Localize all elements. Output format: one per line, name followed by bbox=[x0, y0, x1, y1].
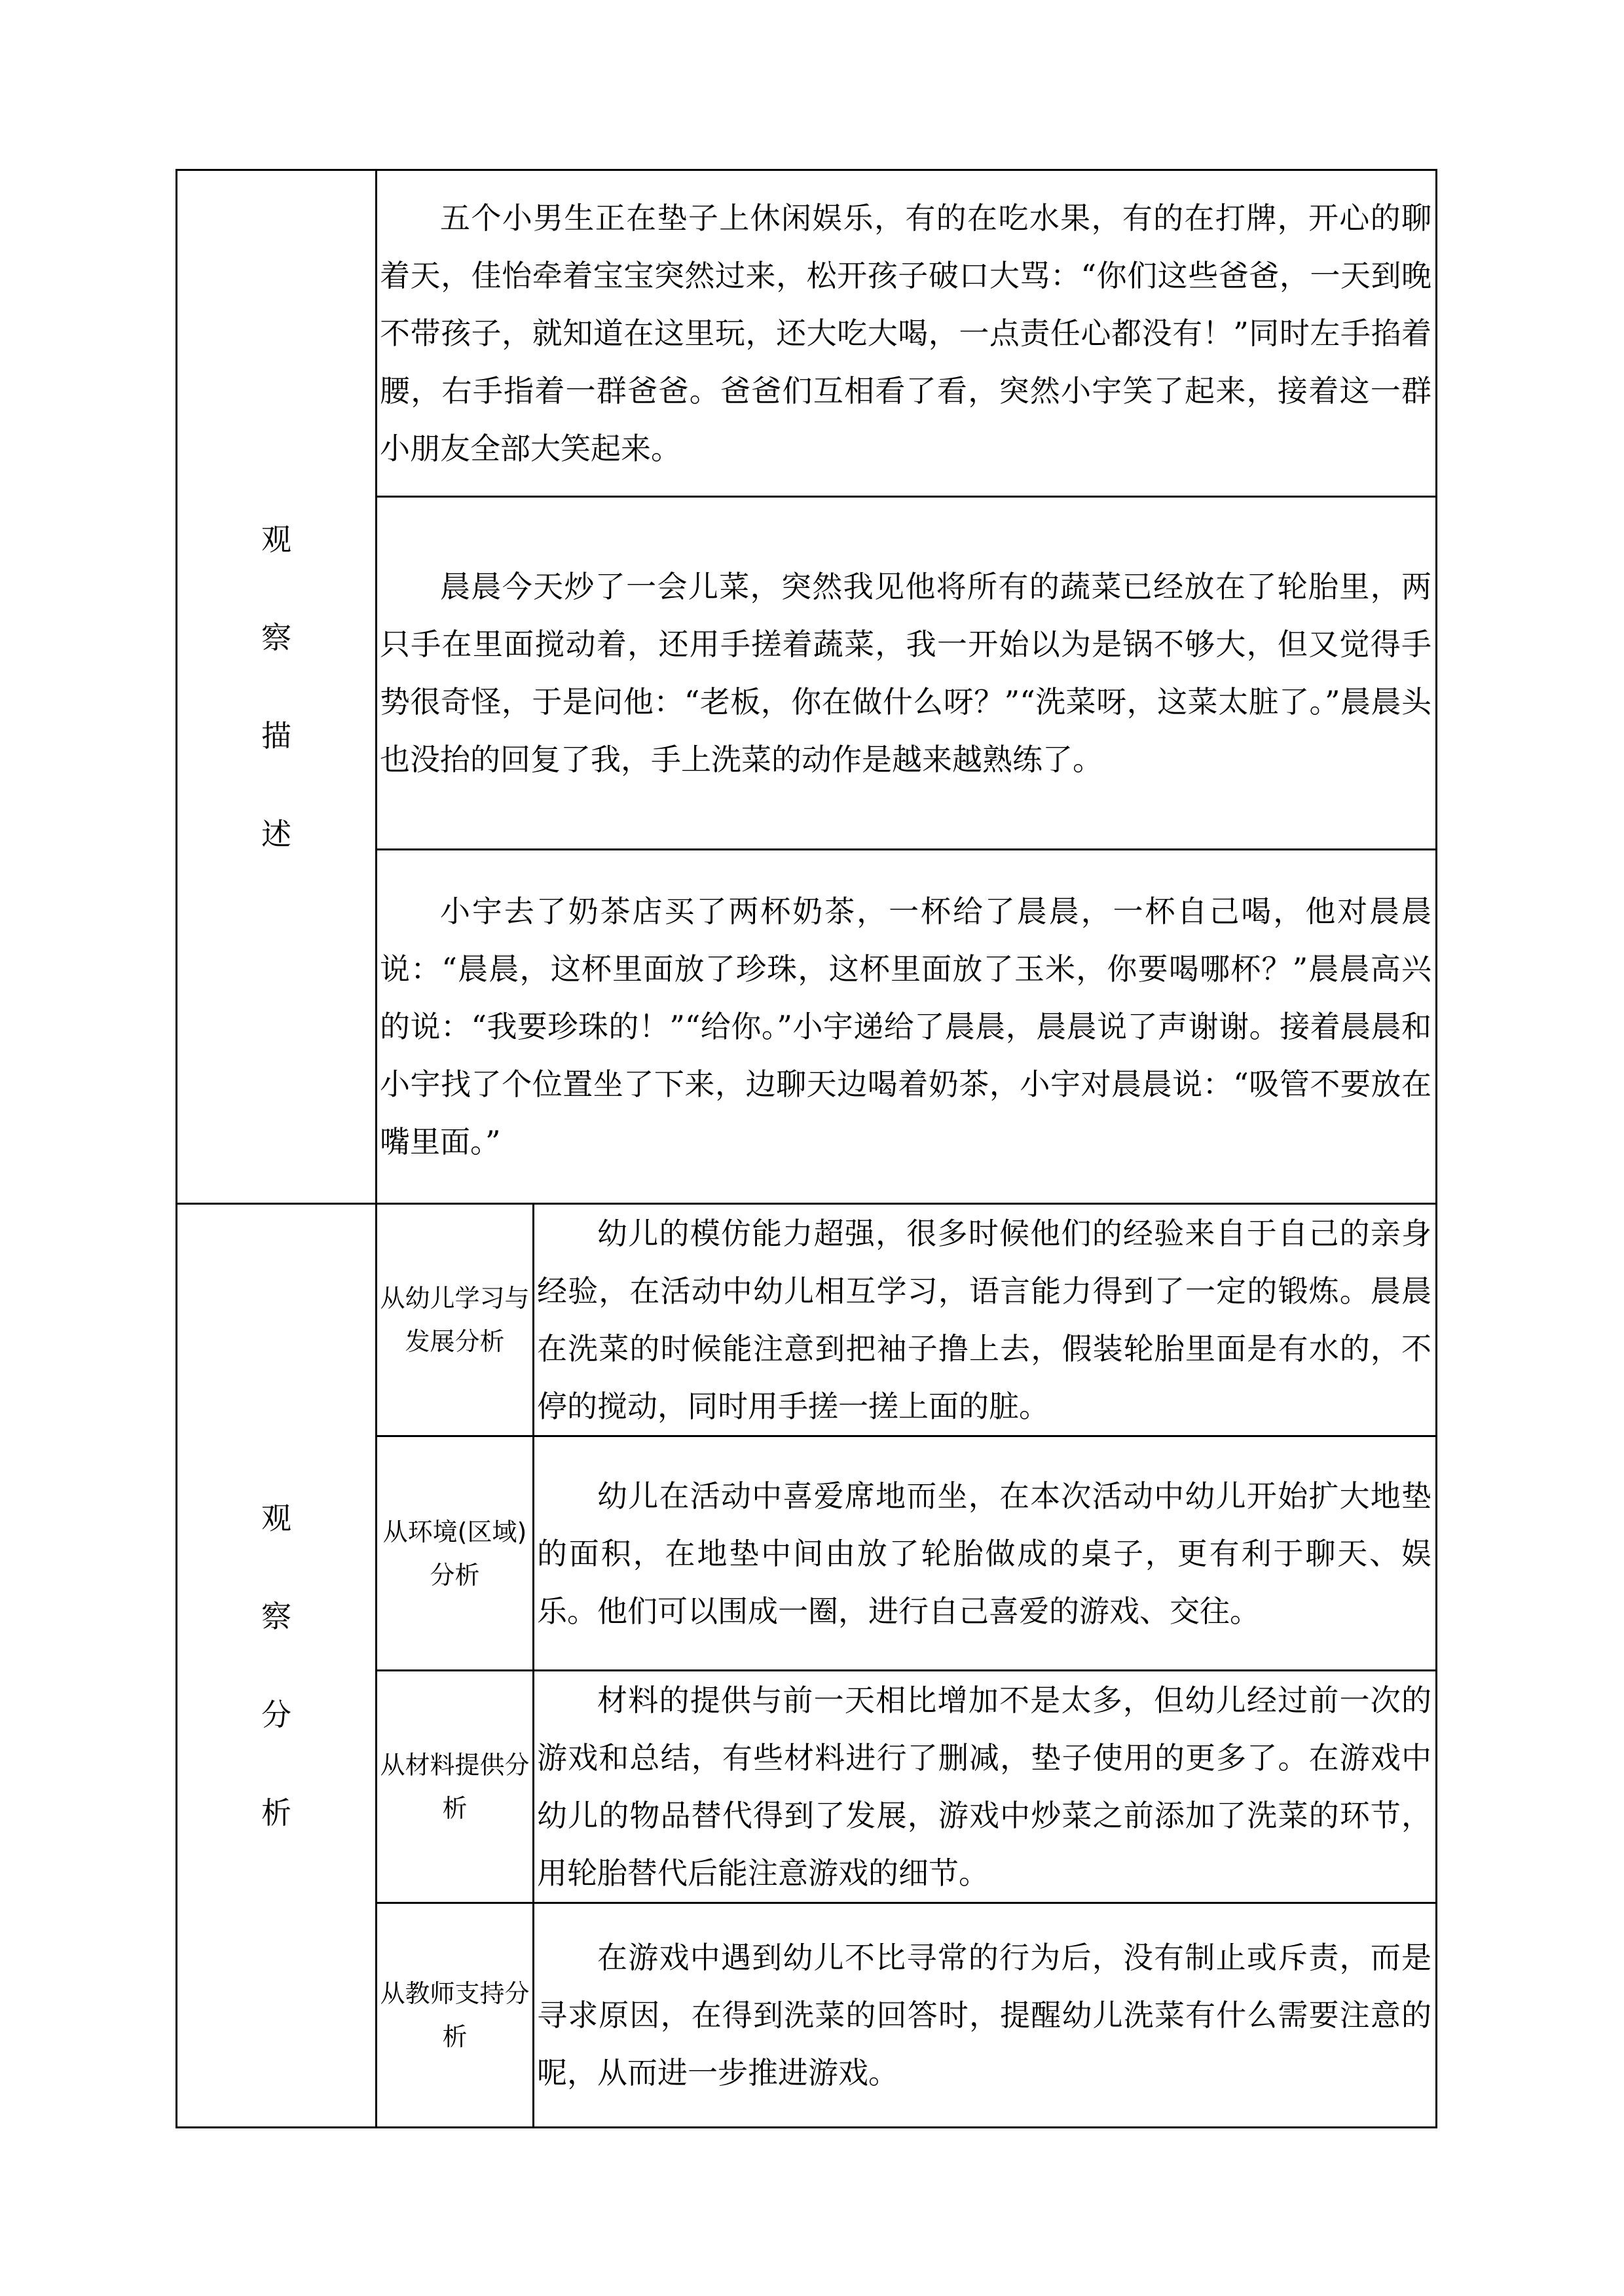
analysis-text-cell bbox=[534, 1436, 1437, 1671]
description-paragraph: 五个小男生正在垫子上休闲娱乐，有的在吃水果，有的在打牌，开心的聊着天，佳怡牵着宝宝突然过来，松开孩子破口大骂：“你们这些爸爸，一天到晚不带孩子，就知道在这里玩，还大吃大喝，一点责任心都没有！”同时左手掐着腰，右手指着一群爸爸。爸爸们互相看了看，突然小宇笑了起来，接着这一群小朋友全部大笑起来。 bbox=[380, 200, 1432, 466]
label-char: 述 bbox=[261, 816, 291, 852]
label-char: 察 bbox=[261, 620, 291, 655]
analysis-aspect-label: 从材料提供分析 bbox=[377, 1671, 534, 1903]
analysis-text-cell bbox=[534, 1671, 1437, 1903]
description-paragraph: 小宇去了奶茶店买了两杯奶茶，一杯给了晨晨，一杯自己喝，他对晨晨说：“晨晨，这杯里面放了珍珠，这杯里面放了玉米，你要喝哪杯？”晨晨高兴的说：“我要珍珠的！”“给你。”小宇递给了晨晨，晨晨说了声谢谢。接着晨晨和小宇找了个位置坐了下来，边聊天边喝着奶茶，小宇对晨晨说：“吸管不要放在嘴里面。” bbox=[380, 894, 1432, 1159]
label-char: 察 bbox=[261, 1599, 291, 1634]
analysis-text-cell bbox=[534, 1204, 1437, 1436]
analysis-aspect-label: 从教师支持分析 bbox=[377, 1903, 534, 2128]
analysis-aspect-label: 从环境(区域)分析 bbox=[377, 1436, 534, 1671]
description-cell bbox=[377, 850, 1437, 1204]
analysis-aspect-label: 从幼儿学习与发展分析 bbox=[377, 1204, 534, 1436]
label-char: 析 bbox=[261, 1795, 291, 1831]
analysis-section-label bbox=[177, 1204, 377, 2128]
label-char: 观 bbox=[261, 1501, 291, 1536]
description-section-label bbox=[177, 170, 377, 1204]
description-paragraph: 晨晨今天炒了一会儿菜，突然我见他将所有的蔬菜已经放在了轮胎里，两只手在里面搅动着，还用手搓着蔬菜，我一开始以为是锅不够大，但又觉得手势很奇怪，于是问他：“老板，你在做什么呀？”“洗菜呀，这菜太脏了。”晨晨头也没抬的回复了我，手上洗菜的动作是越来越熟练了。 bbox=[380, 569, 1432, 777]
description-row bbox=[177, 170, 1437, 497]
analysis-paragraph: 幼儿在活动中喜爱席地而坐，在本次活动中幼儿开始扩大地垫的面积，在地垫中间由放了轮胎做成的桌子，更有利于聊天、娱乐。他们可以围成一圈，进行自己喜爱的游戏、交往。 bbox=[537, 1478, 1432, 1629]
analysis-text-cell bbox=[534, 1903, 1437, 2128]
description-cell bbox=[377, 170, 1437, 497]
analysis-paragraph: 材料的提供与前一天相比增加不是太多，但幼儿经过前一次的游戏和总结，有些材料进行了删减，垫子使用的更多了。在游戏中幼儿的物品替代得到了发展，游戏中炒菜之前添加了洗菜的环节，用轮胎替代后能注意游戏的细节。 bbox=[537, 1683, 1432, 1891]
observation-record-table bbox=[175, 169, 1437, 2128]
label-char: 观 bbox=[261, 522, 291, 557]
label-char: 描 bbox=[261, 718, 291, 754]
analysis-row bbox=[177, 1204, 1437, 1436]
analysis-paragraph: 在游戏中遇到幼儿不比寻常的行为后，没有制止或斥责，而是寻求原因，在得到洗菜的回答时，提醒幼儿洗菜有什么需要注意的呢，从而进一步推进游戏。 bbox=[537, 1940, 1432, 2090]
analysis-paragraph: 幼儿的模仿能力超强，很多时候他们的经验来自于自己的亲身经验，在活动中幼儿相互学习，语言能力得到了一定的锻炼。晨晨在洗菜的时候能注意到把袖子撸上去，假装轮胎里面是有水的，不停的搅动，同时用手搓一搓上面的脏。 bbox=[537, 1216, 1432, 1424]
description-cell bbox=[377, 497, 1437, 850]
label-char: 分 bbox=[261, 1697, 291, 1732]
